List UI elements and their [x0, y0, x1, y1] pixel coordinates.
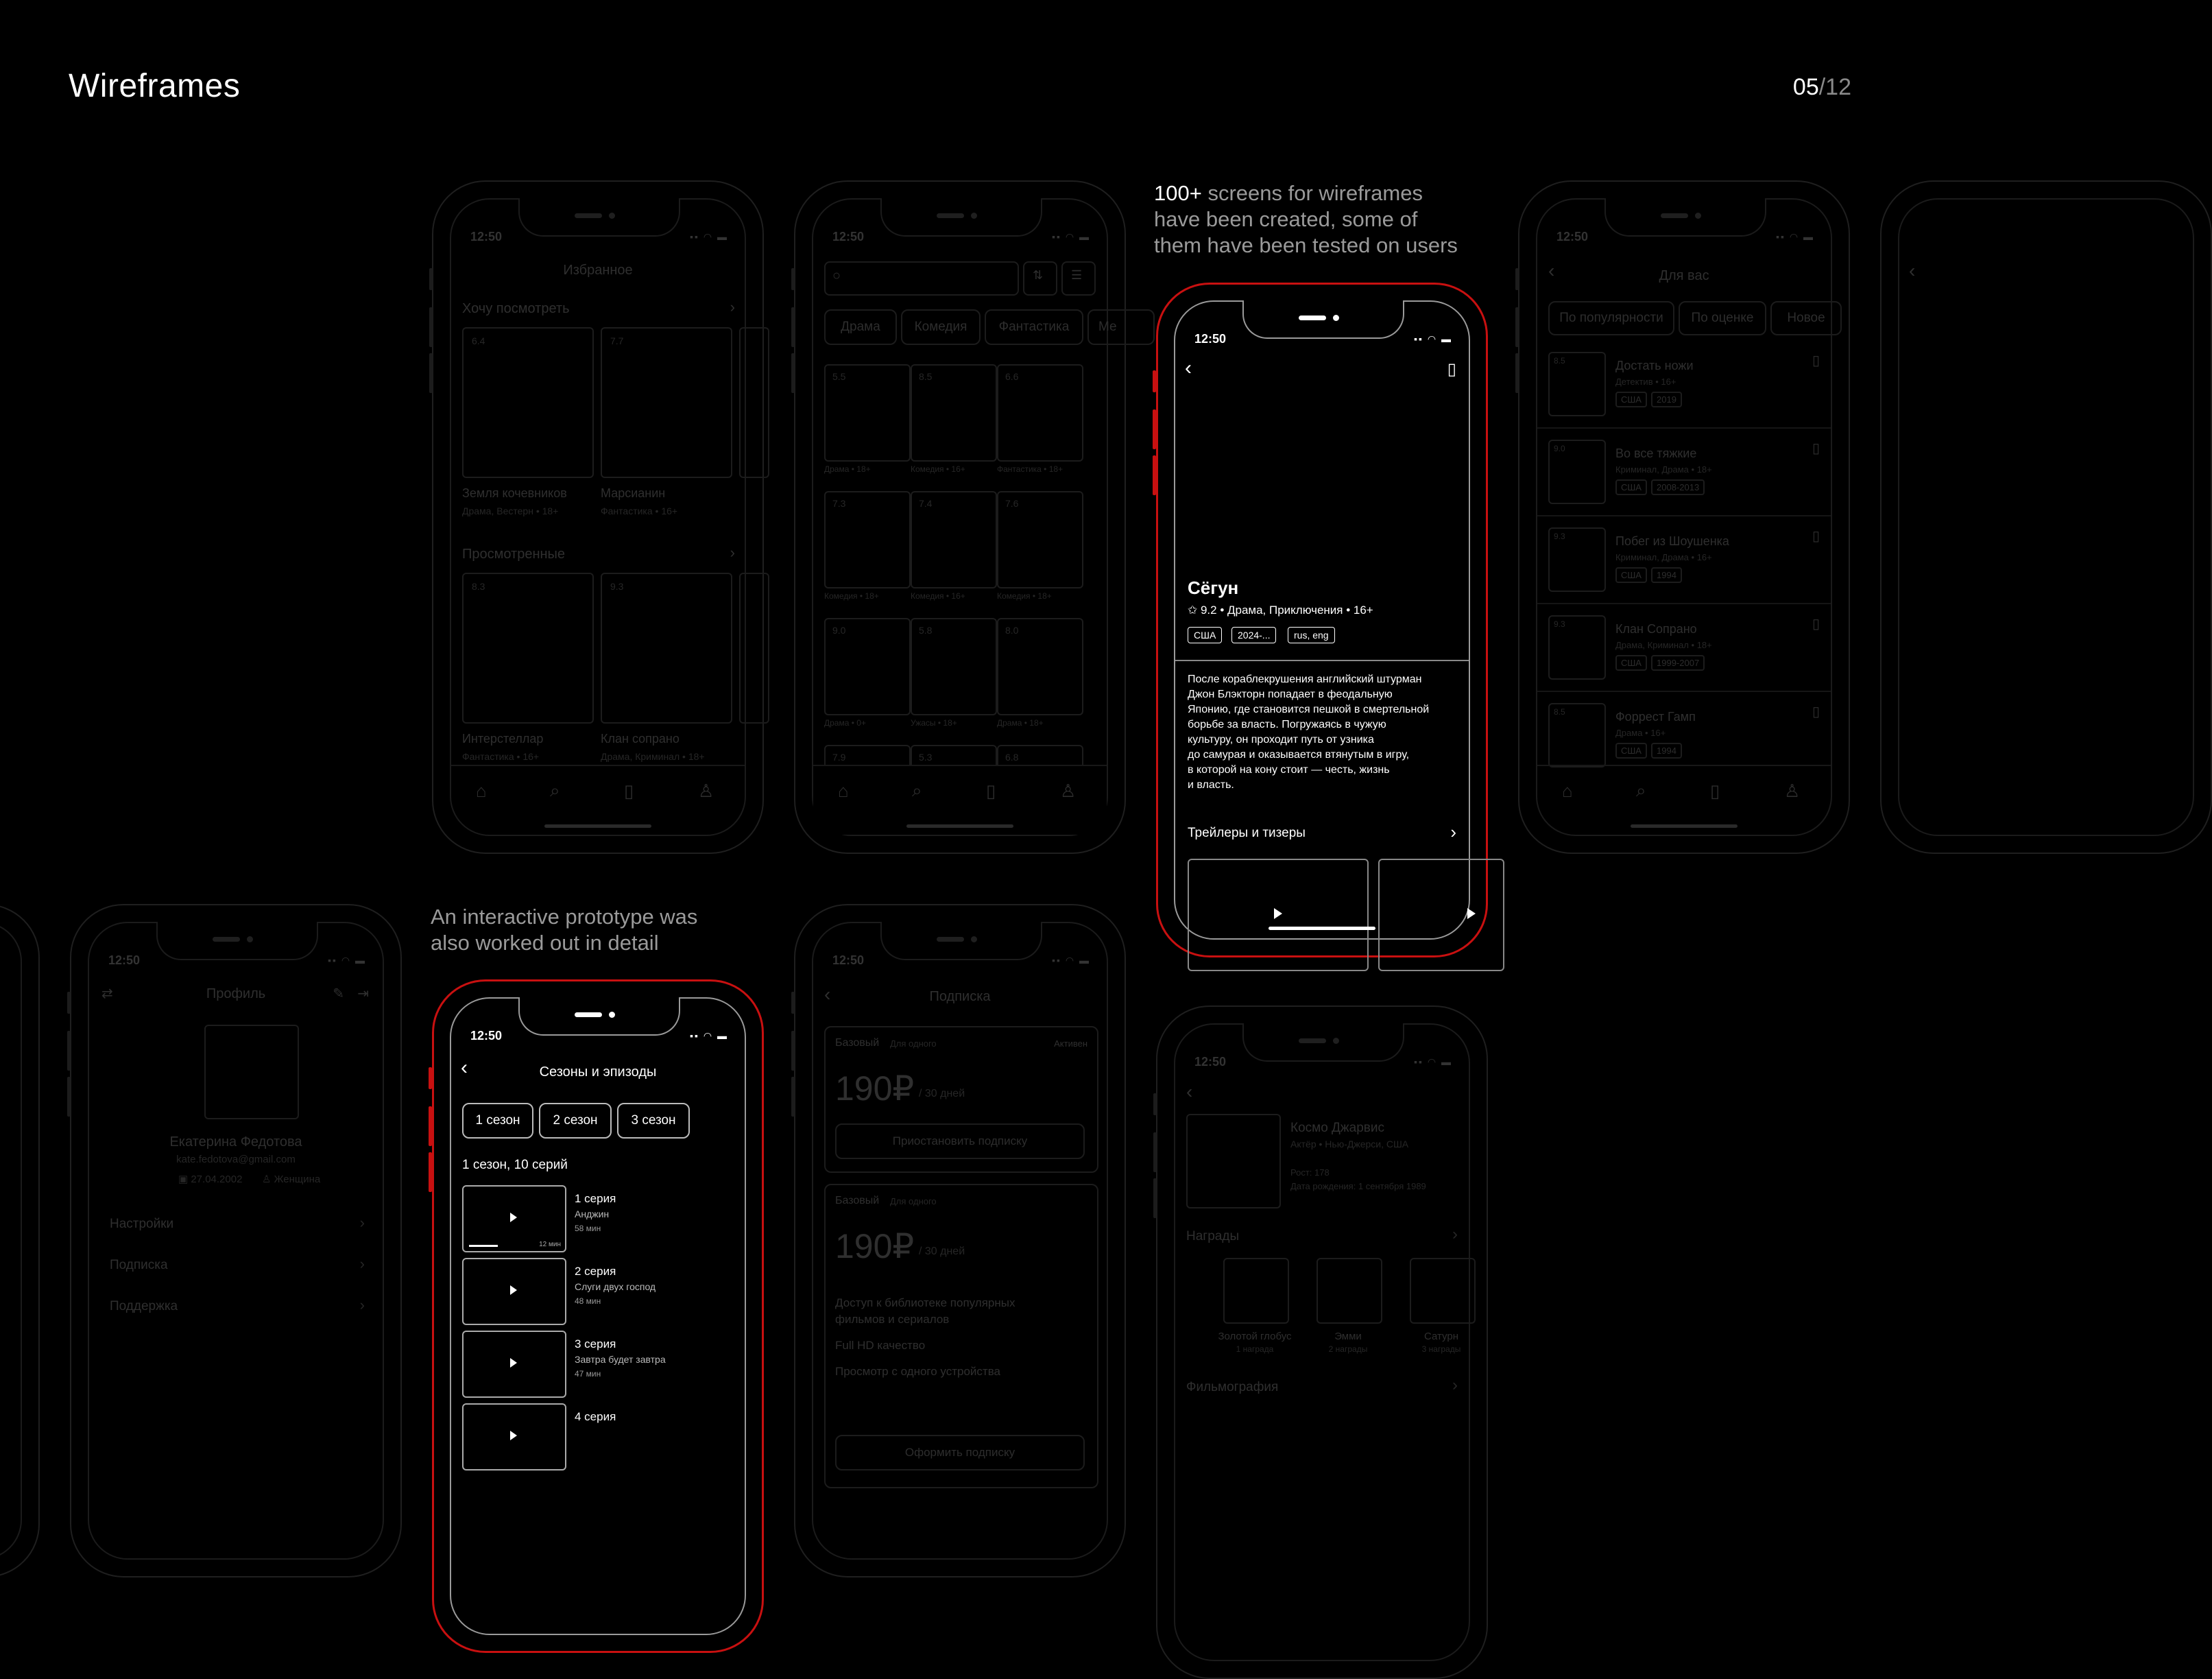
poster[interactable]	[1548, 352, 1606, 416]
back-icon[interactable]: ‹	[1185, 357, 1192, 379]
status-icons: ▪▪ ◠ ▬	[1414, 1056, 1452, 1067]
episode-duration: 48 мин	[575, 1296, 601, 1306]
feature: Full HD качество	[835, 1339, 926, 1352]
play-icon	[1467, 908, 1476, 919]
chevron-right-icon[interactable]: ›	[1452, 1225, 1458, 1243]
phone-search	[794, 180, 1126, 854]
back-icon[interactable]: ‹	[1548, 260, 1555, 281]
genre-chip[interactable]: Ме	[1087, 309, 1155, 345]
description-line: После кораблекрушения английский штурман	[1188, 674, 1422, 685]
rating: 7.4	[919, 498, 933, 509]
movie-title[interactable]: Клан Сопрано	[1615, 622, 1697, 636]
episode-name: Завтра будет завтра	[575, 1354, 666, 1365]
status-icons: ▪▪ ◠ ▬	[1776, 231, 1814, 242]
phone-screen	[450, 997, 746, 1635]
divider	[1537, 515, 1831, 516]
movie-card[interactable]	[462, 573, 594, 724]
episode-thumb[interactable]	[462, 1403, 566, 1470]
actor-name: Космо Джарвис	[1290, 1121, 1384, 1135]
rating: 9.3	[1554, 619, 1565, 629]
tag-country: США	[1615, 479, 1647, 495]
subscribe-button[interactable]: Оформить подписку	[835, 1435, 1085, 1470]
filmography-title[interactable]: Фильмография	[1186, 1380, 1279, 1394]
pause-subscription-button[interactable]: Приостановить подписку	[835, 1123, 1085, 1159]
plan-sub: Для одного	[890, 1038, 937, 1049]
back-icon[interactable]: ‹	[824, 984, 831, 1005]
feature: фильмов и сериалов	[835, 1313, 950, 1326]
plan-card-active	[824, 1026, 1098, 1173]
divider	[1537, 603, 1831, 604]
bookmark-icon[interactable]: ▯	[1710, 781, 1720, 801]
chevron-right-icon[interactable]: ›	[730, 544, 735, 561]
status-time: 12:50	[1194, 1055, 1227, 1069]
movie-card[interactable]	[462, 327, 594, 478]
phone-detail	[1156, 283, 1488, 957]
note-highlight: 100+	[1154, 181, 1202, 205]
episode-number[interactable]: 2 серия	[575, 1265, 616, 1278]
award-icon	[1410, 1258, 1476, 1324]
bookmark-icon[interactable]: ▯	[1812, 704, 1820, 719]
profile-email: kate.fedotova@gmail.com	[176, 1154, 296, 1165]
movie-card[interactable]	[601, 573, 732, 724]
search-icon[interactable]: ⌕	[1636, 780, 1646, 800]
tag-year: 2019	[1651, 392, 1682, 407]
play-icon	[510, 1431, 517, 1440]
poster[interactable]	[1548, 615, 1606, 680]
bookmark-icon[interactable]: ▯	[986, 781, 996, 801]
phone-profile	[70, 904, 402, 1577]
award-count: 1 награда	[1236, 1344, 1274, 1354]
chevron-right-icon[interactable]: ›	[1452, 1376, 1458, 1394]
edit-icon[interactable]: ✎	[333, 986, 344, 1001]
bookmark-icon[interactable]: ▯	[1447, 360, 1456, 379]
movie-title[interactable]: Побег из Шоушенка	[1615, 534, 1729, 548]
side-button	[429, 353, 433, 393]
screen-header: Избранное	[563, 263, 633, 278]
movie-title[interactable]: Во все тяжкие	[1615, 446, 1697, 460]
movie-card[interactable]	[824, 618, 911, 715]
episode-number[interactable]: 1 серия	[575, 1192, 616, 1205]
movie-card[interactable]	[824, 491, 911, 588]
movie-card[interactable]	[911, 491, 997, 588]
divider	[1537, 691, 1831, 692]
back-icon[interactable]: ‹	[461, 1056, 468, 1079]
episode-number[interactable]: 4 серия	[575, 1410, 616, 1423]
movie-meta: Комедия • 16+	[911, 591, 965, 601]
plan-status: Активен	[1054, 1038, 1087, 1049]
home-indicator	[1269, 927, 1375, 930]
status-time: 12:50	[470, 230, 503, 243]
trailers-title[interactable]: Трейлеры и тизеры	[1188, 826, 1306, 840]
rating: 9.3	[610, 581, 624, 592]
movie-card[interactable]	[911, 364, 997, 462]
profile-birth	[178, 1173, 242, 1185]
movie-card[interactable]	[997, 364, 1083, 462]
chevron-right-icon[interactable]: ›	[359, 1255, 365, 1272]
profile-icon[interactable]: ♙	[698, 781, 714, 801]
tag-country: США	[1615, 392, 1647, 407]
bookmark-icon[interactable]: ▯	[1812, 441, 1820, 456]
movie-meta: Драма • 18+	[824, 464, 871, 474]
back-icon: ‹	[1909, 260, 1916, 281]
movie-meta: Драма, Криминал • 18+	[1615, 640, 1712, 650]
play-icon	[1274, 908, 1282, 919]
poster[interactable]	[1548, 440, 1606, 504]
note-line3: them have been tested on users	[1154, 233, 1458, 257]
rating: 8.5	[1554, 707, 1565, 717]
season-tab-2[interactable]: 2 сезон	[539, 1103, 612, 1139]
movie-title: Земля кочевников	[462, 486, 567, 500]
rating: 5.8	[919, 625, 933, 636]
award-name: Эмми	[1334, 1331, 1362, 1342]
plan-card	[824, 1184, 1098, 1488]
movie-meta: ✩ 9.2 • Драма, Приключения • 16+	[1188, 604, 1373, 617]
rating: 5.3	[919, 752, 933, 763]
page-current: 05	[1792, 74, 1819, 100]
plan-features	[835, 1295, 1015, 1380]
section-want[interactable]: Хочу посмотреть	[462, 301, 570, 316]
home-indicator	[906, 824, 1013, 828]
episode-name: Слуги двух господ	[575, 1281, 656, 1292]
home-icon[interactable]: ⌂	[838, 781, 849, 801]
genre-chip[interactable]: Драма	[824, 309, 897, 345]
plan-price: 190₽	[835, 1069, 915, 1108]
status-time: 12:50	[108, 953, 141, 967]
tag-year: 1994	[1651, 743, 1682, 759]
movie-card[interactable]	[997, 618, 1083, 715]
rating: 6.4	[472, 335, 485, 346]
bookmark-icon[interactable]: ▯	[624, 781, 634, 801]
sort-button[interactable]	[1023, 261, 1057, 296]
play-icon	[510, 1213, 517, 1222]
bookmark-icon[interactable]: ▯	[1812, 353, 1820, 368]
wireframes-note	[1154, 180, 1458, 259]
status-icons: ▪▪ ◠ ▬	[328, 955, 366, 966]
movie-meta: Детектив • 16+	[1615, 377, 1676, 387]
awards-title[interactable]: Награды	[1186, 1229, 1240, 1243]
feature: Доступ к библиотеке популярных	[835, 1296, 1015, 1309]
rating: 9.0	[1554, 444, 1565, 453]
movie-title[interactable]: Форрест Гамп	[1615, 710, 1696, 724]
episode-name: Анджин	[575, 1208, 610, 1219]
rating: 7.7	[610, 335, 624, 346]
plan-sub: Для одного	[890, 1196, 937, 1206]
progress-bar	[469, 1245, 498, 1247]
home-indicator	[1631, 824, 1738, 828]
chevron-right-icon[interactable]: ›	[359, 1296, 365, 1313]
poster[interactable]	[1548, 703, 1606, 767]
movie-card[interactable]	[739, 327, 769, 478]
plan-period: / 30 дней	[919, 1088, 965, 1099]
filter-button[interactable]	[1061, 261, 1096, 296]
description-line: Японию, где становится пешкой в смертельной	[1188, 704, 1430, 715]
actor-photo	[1186, 1114, 1281, 1208]
phone-screen	[1536, 198, 1832, 836]
description-line: до самурая и оказывается втянутым в игру,	[1188, 749, 1410, 761]
movie-card[interactable]	[911, 618, 997, 715]
genre-chip[interactable]: Комедия	[901, 309, 981, 345]
award-count: 2 награды	[1328, 1344, 1368, 1354]
rating: 6.8	[1005, 752, 1019, 763]
profile-name: Екатерина Федотова	[169, 1134, 302, 1150]
bookmark-icon[interactable]: ▯	[1812, 617, 1820, 632]
screen-header: Для вас	[1659, 268, 1709, 283]
season-summary: 1 сезон, 10 серий	[462, 1158, 568, 1172]
movie-card[interactable]	[997, 491, 1083, 588]
award-name: Золотой глобус	[1218, 1331, 1292, 1342]
movie-meta: Фантастика • 16+	[601, 505, 678, 516]
prototype-note	[431, 904, 697, 956]
notch	[518, 198, 680, 237]
filter-chip[interactable]: Новое	[1770, 301, 1842, 335]
rating: 7.3	[832, 498, 846, 509]
play-icon	[510, 1358, 517, 1368]
proto-line1: An interactive prototype was	[431, 905, 698, 929]
plan-name: Базовый	[835, 1195, 880, 1206]
rating: 9.3	[1554, 532, 1565, 541]
home-icon[interactable]: ⌂	[1562, 781, 1573, 801]
movie-meta: Комедия • 18+	[824, 591, 879, 601]
tag-year: 2008-2013	[1651, 479, 1705, 495]
filter-chip[interactable]: По оценке	[1679, 301, 1766, 335]
profile-gender	[262, 1173, 320, 1185]
profile-icon[interactable]: ♙	[1060, 781, 1077, 801]
divider	[1175, 660, 1469, 661]
status-icons: ▪▪ ◠ ▬	[1052, 231, 1090, 242]
actor-role: Актёр • Нью-Джерси, США	[1290, 1139, 1409, 1150]
menu-settings[interactable]: Настройки	[110, 1217, 174, 1231]
screen-header: Подписка	[929, 989, 991, 1004]
screen-header: Сезоны и эпизоды	[539, 1064, 657, 1080]
tag-year: 2024-...	[1231, 627, 1276, 643]
filter-icon: ☰	[1071, 268, 1083, 282]
movie-meta: Драма • 0+	[824, 718, 866, 728]
movie-title: Интерстеллар	[462, 732, 544, 746]
tag-country: США	[1615, 743, 1647, 759]
birth-date: 27.04.2002	[191, 1174, 243, 1185]
phone-screen	[1174, 1023, 1470, 1661]
movie-meta: Ужасы • 18+	[911, 718, 957, 728]
back-icon[interactable]: ‹	[1186, 1081, 1193, 1102]
plan-name: Базовый	[835, 1037, 880, 1049]
rating: 9.0	[832, 625, 846, 636]
status-time: 12:50	[832, 230, 865, 243]
phone-screen	[1174, 300, 1470, 940]
bookmark-icon[interactable]: ▯	[1812, 529, 1820, 544]
actor-born: Дата рождения: 1 сентября 1989	[1290, 1181, 1426, 1191]
phone-subscription	[794, 904, 1126, 1577]
logout-icon[interactable]: ⇥	[357, 986, 369, 1001]
phone-screen	[812, 198, 1117, 836]
movie-meta: Драма, Вестерн • 18+	[462, 505, 559, 516]
phone-screen	[450, 198, 746, 836]
description-line: культуру, он проходит путь от узника	[1188, 734, 1374, 746]
avatar[interactable]	[204, 1025, 299, 1119]
status-time: 12:50	[1556, 230, 1589, 243]
trailer-thumb[interactable]	[1188, 859, 1369, 971]
time-left: 12 мин	[539, 1241, 561, 1248]
episode-duration: 47 мин	[575, 1369, 601, 1379]
note-line1: screens for wireframes	[1201, 181, 1423, 205]
tag-country: США	[1188, 627, 1222, 643]
episode-thumb[interactable]	[462, 1331, 566, 1398]
poster[interactable]	[1548, 527, 1606, 592]
chevron-right-icon[interactable]: ›	[1450, 822, 1456, 842]
movie-card[interactable]	[824, 364, 911, 462]
tag-year: 1999-2007	[1651, 655, 1705, 671]
movie-meta: Криминал, Драма • 16+	[1615, 552, 1712, 562]
phone-actor	[1156, 1005, 1488, 1679]
movie-title: Клан сопрано	[601, 732, 680, 746]
rating: 7.9	[832, 752, 846, 763]
phone-partial-right	[1880, 180, 2212, 854]
profile-icon[interactable]: ♙	[1784, 781, 1801, 801]
season-tab-1[interactable]: 1 сезон	[462, 1103, 533, 1139]
side-button	[429, 268, 433, 290]
screen-header: Профиль	[206, 986, 266, 1001]
movie-meta: Драма • 18+	[997, 718, 1044, 728]
trailer-thumb[interactable]	[1378, 859, 1504, 971]
award-name: Сатурн	[1423, 1331, 1458, 1342]
sort-icon: ⇅	[1033, 268, 1044, 282]
tag-language: rus, eng	[1288, 627, 1335, 643]
movie-title: Марсианин	[601, 486, 666, 500]
award-icon	[1317, 1258, 1382, 1324]
home-icon[interactable]: ⌂	[476, 781, 487, 801]
play-icon	[510, 1285, 517, 1295]
phone-favorites	[432, 180, 764, 854]
home-indicator	[544, 824, 651, 828]
movie-card[interactable]	[601, 327, 732, 478]
actor-height: Рост: 178	[1290, 1167, 1330, 1178]
movie-meta: Фантастика • 18+	[997, 464, 1063, 474]
rating: 8.5	[1554, 356, 1565, 366]
gender: Женщина	[274, 1174, 321, 1185]
search-icon: ○	[832, 268, 841, 283]
status-icons: ▪▪ ◠ ▬	[690, 1030, 728, 1041]
rating: 8.5	[919, 371, 933, 382]
status-icons: ▪▪ ◠ ▬	[1052, 955, 1090, 966]
rating: 6.6	[1005, 371, 1019, 382]
phone-screen	[88, 922, 384, 1560]
movie-meta: Драма, Криминал • 18+	[601, 751, 705, 762]
note-line2: have been created, some of	[1154, 207, 1418, 231]
menu-subscription[interactable]: Подписка	[110, 1258, 168, 1272]
description-line: Джон Блэкторн попадает в феодальную	[1188, 689, 1393, 700]
side-button	[429, 307, 433, 347]
description-line: борьбе за власть. Погружаясь в чужую	[1188, 719, 1386, 730]
phone-foryou	[1518, 180, 1850, 854]
status-icons: ▪▪ ◠ ▬	[1414, 333, 1452, 344]
phone-partial-left	[0, 904, 40, 1577]
filter-chip[interactable]: По популярности	[1548, 301, 1674, 335]
episode-thumb[interactable]	[462, 1185, 566, 1252]
menu-support[interactable]: Поддержка	[110, 1299, 178, 1313]
description-line: в которой на кону стоит — честь, жизнь	[1188, 764, 1390, 776]
proto-line2: also worked out in detail	[431, 931, 659, 955]
movie-description	[1188, 672, 1429, 793]
movie-card[interactable]	[739, 573, 769, 724]
movie-meta: Комедия • 16+	[911, 464, 965, 474]
rating: 8.0	[1005, 625, 1019, 636]
chevron-right-icon[interactable]: ›	[359, 1214, 365, 1231]
chevron-right-icon[interactable]: ›	[730, 298, 735, 315]
movie-meta: Комедия • 18+	[997, 591, 1052, 601]
phone-seasons	[432, 979, 764, 1653]
feature: Просмотр с одного устройства	[835, 1365, 1001, 1378]
description-line: и власть.	[1188, 779, 1234, 791]
divider	[1537, 427, 1831, 429]
search-icon[interactable]: ⌕	[550, 780, 560, 800]
award-count: 3 награды	[1421, 1344, 1461, 1354]
calendar-icon: ▣	[178, 1174, 191, 1185]
movie-meta: Фантастика • 16+	[462, 751, 540, 762]
movie-title[interactable]: Достать ножи	[1615, 359, 1694, 372]
page-title: Wireframes	[69, 68, 241, 104]
tag-country: США	[1615, 655, 1647, 671]
rating: 5.5	[832, 371, 846, 382]
season-tab-3[interactable]: 3 сезон	[617, 1103, 690, 1139]
status-time: 12:50	[470, 1029, 503, 1043]
switch-icon[interactable]: ⇄	[101, 986, 113, 1001]
tag-year: 1994	[1651, 567, 1682, 583]
section-watched[interactable]: Просмотренные	[462, 547, 566, 562]
search-input[interactable]	[824, 261, 1019, 296]
page-total: /12	[1818, 74, 1851, 100]
page-counter	[1793, 74, 1851, 101]
episode-number[interactable]: 3 серия	[575, 1337, 616, 1350]
status-time: 12:50	[832, 953, 865, 967]
episode-thumb[interactable]	[462, 1258, 566, 1325]
plan-price: 190₽	[835, 1227, 915, 1265]
status-icons: ▪▪ ◠ ▬	[690, 231, 728, 242]
rating: 8.3	[472, 581, 485, 592]
movie-meta: Криминал, Драма • 18+	[1615, 464, 1712, 475]
search-icon[interactable]: ⌕	[912, 780, 922, 800]
episode-duration: 58 мин	[575, 1224, 601, 1233]
plan-period: / 30 дней	[919, 1246, 965, 1257]
movie-meta: Драма • 16+	[1615, 728, 1666, 738]
movie-title: Сёгун	[1188, 577, 1239, 598]
genre-chip[interactable]: Фантастика	[985, 309, 1083, 345]
phone-screen	[812, 922, 1108, 1560]
rating: 7.6	[1005, 498, 1019, 509]
person-icon: ♙	[262, 1174, 274, 1185]
tag-country: США	[1615, 567, 1647, 583]
award-icon	[1223, 1258, 1289, 1324]
status-time: 12:50	[1194, 332, 1227, 346]
